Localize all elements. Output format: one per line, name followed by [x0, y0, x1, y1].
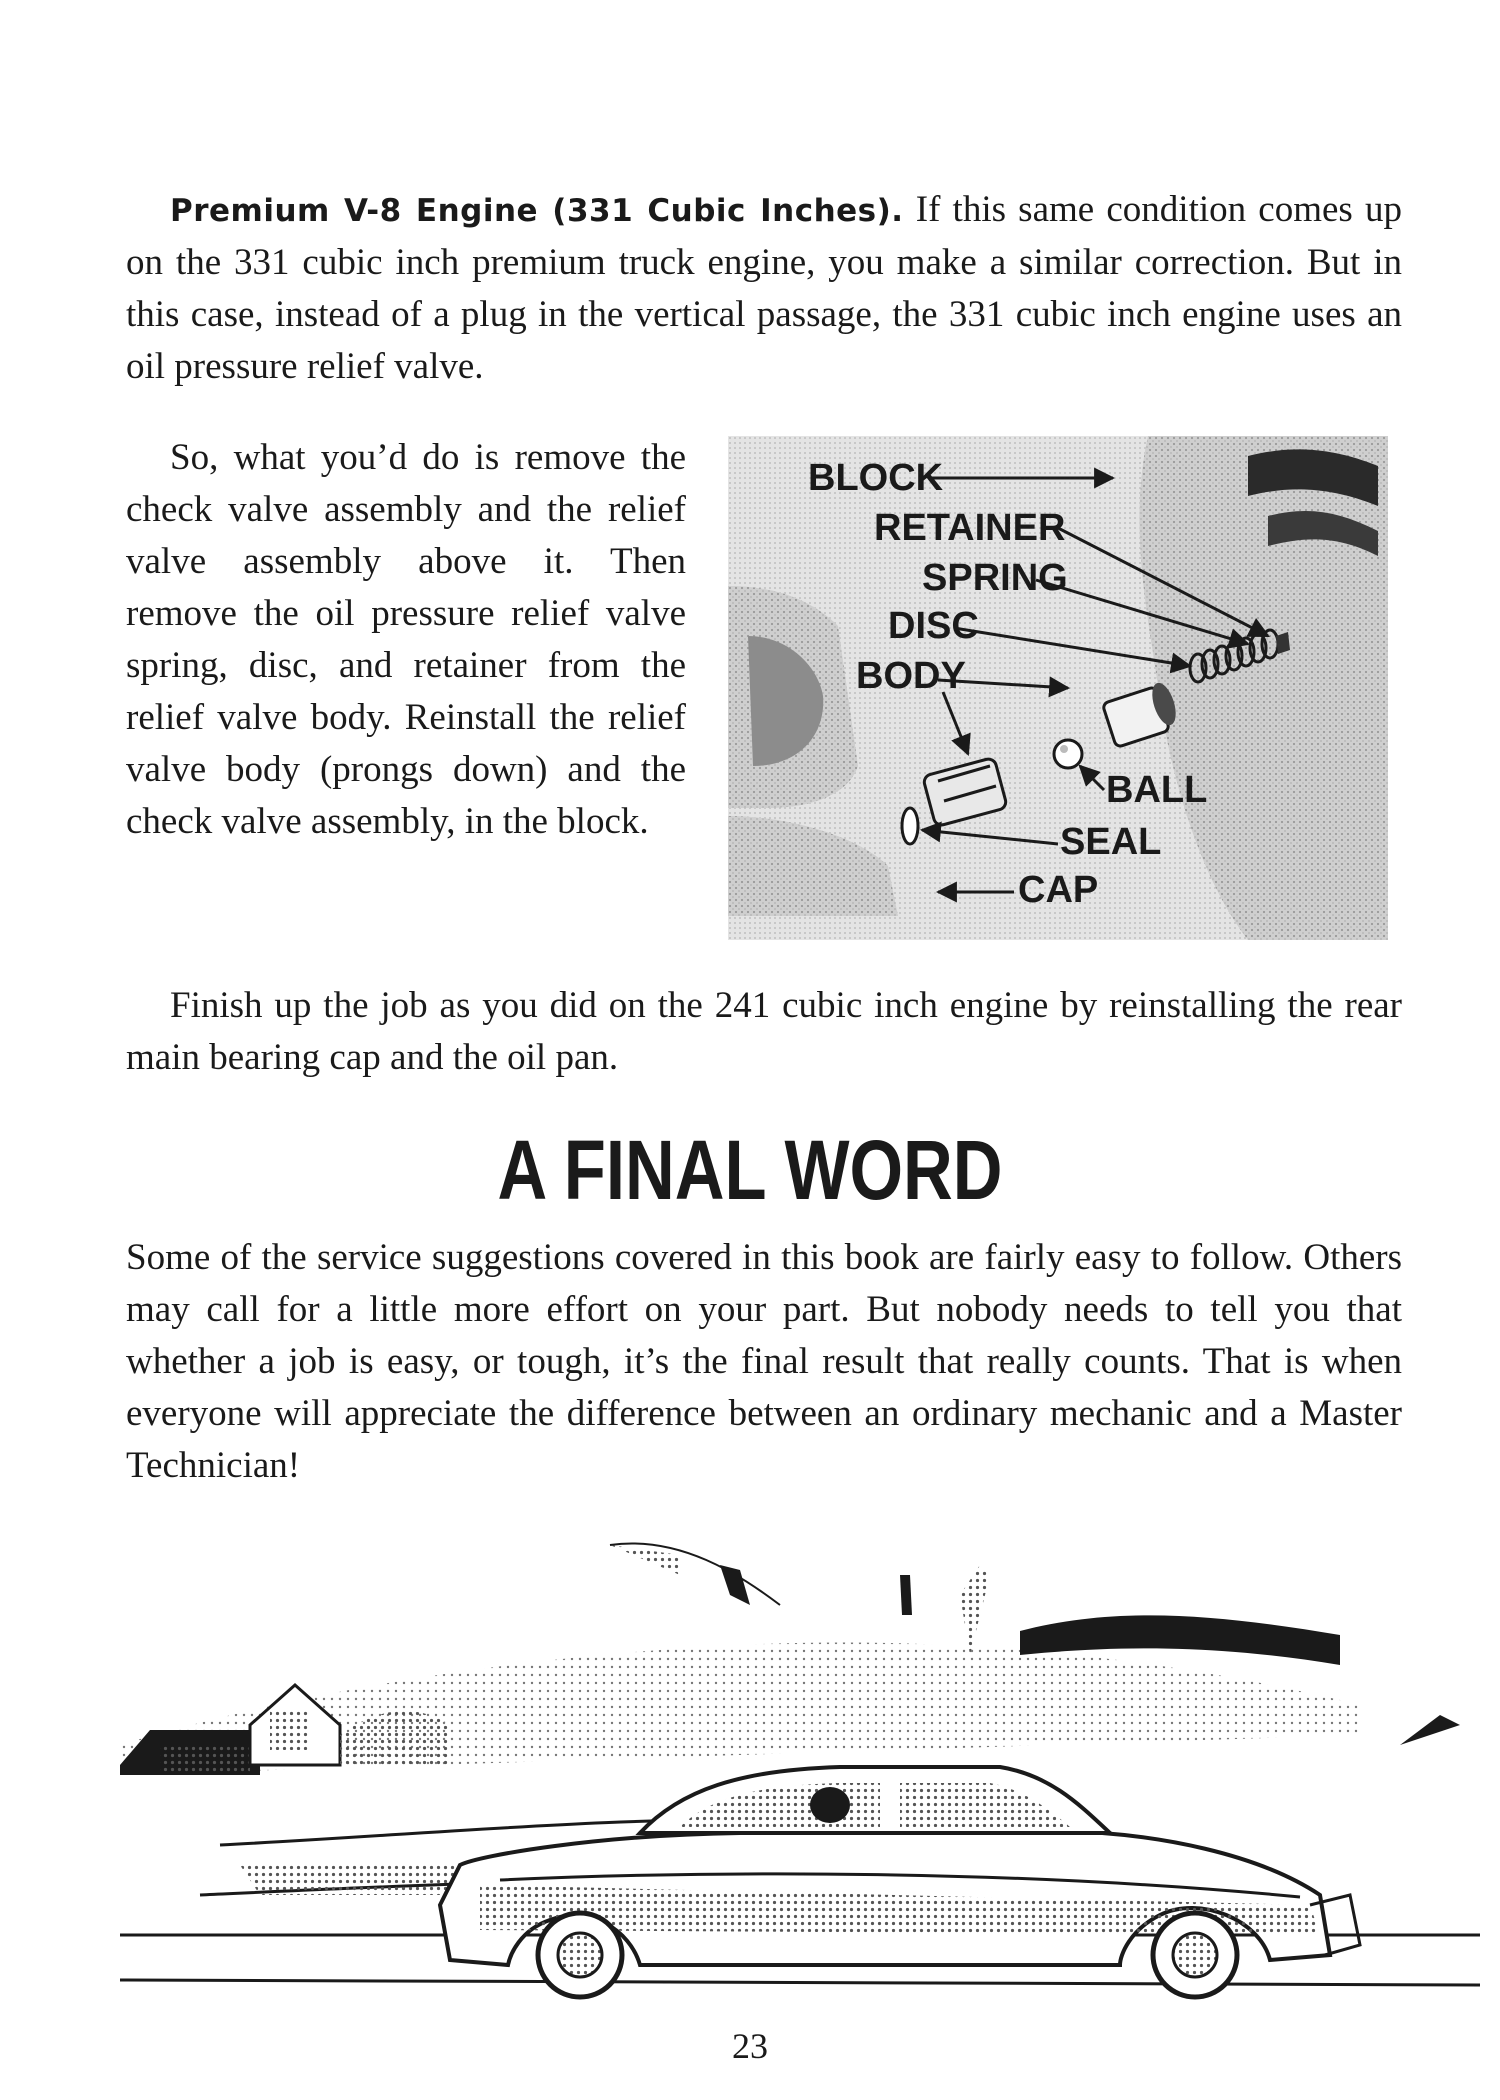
label-block: BLOCK — [808, 457, 944, 499]
label-disc: DISC — [888, 605, 979, 647]
paragraph-lead: Premium V-8 Engine (331 Cubic Inches). — [170, 193, 904, 229]
page-number: 23 — [732, 2026, 768, 2066]
paragraph-body: If this same condition comes up on the 331 cubic inch premium truck engine, you make a similar correction. But in this case, instead of a plug in the vertical passage, the 331 cubic inch engine uses an oil pressure relief valve. — [126, 189, 1402, 387]
label-seal: SEAL — [1060, 821, 1162, 863]
sedan-car — [440, 1767, 1360, 1997]
paragraph-body: Finish up the job as you did on the 241 cubic inch engine by reinstalling the rear main bearing cap and the oil pan. — [126, 985, 1402, 1078]
paragraph-premium-v8 — [126, 184, 1402, 393]
relief-valve-illustration — [728, 436, 1388, 940]
label-retainer: RETAINER — [874, 507, 1066, 549]
car-landscape-illustration — [120, 1535, 1480, 2005]
seal-part — [902, 808, 918, 844]
section-heading: A FINAL WORD — [497, 1123, 1003, 1217]
check-ball-part — [1054, 740, 1082, 768]
label-cap: CAP — [1018, 869, 1099, 911]
check-ball-highlight — [1060, 745, 1068, 753]
paragraph-finish-up — [126, 980, 1402, 1084]
paragraph-final-word — [126, 1232, 1402, 1492]
paragraph-remove-valve — [126, 432, 686, 848]
paragraph-body: So, what you’d do is remove the check valve assembly and the relief valve assembly above it. Then remove the oil pressure relief valve spring, disc, and retainer from the relief valve body. Reinstall the relief valve body (prongs down) and the check valve assembly, in the block. — [126, 437, 686, 842]
label-spring: SPRING — [922, 557, 1068, 599]
paragraph-body: Some of the service suggestions covered in this book are fairly easy to follow. Others may call for a little more effort on your part. But nobody needs to tell you that whether a job is easy, or tough, it’s the final result that really counts. That is when everyone will appreciate the difference between an ordinary mechanic and a Master Technician! — [126, 1237, 1402, 1486]
label-body: BODY — [856, 655, 966, 697]
label-ball: BALL — [1106, 769, 1208, 811]
